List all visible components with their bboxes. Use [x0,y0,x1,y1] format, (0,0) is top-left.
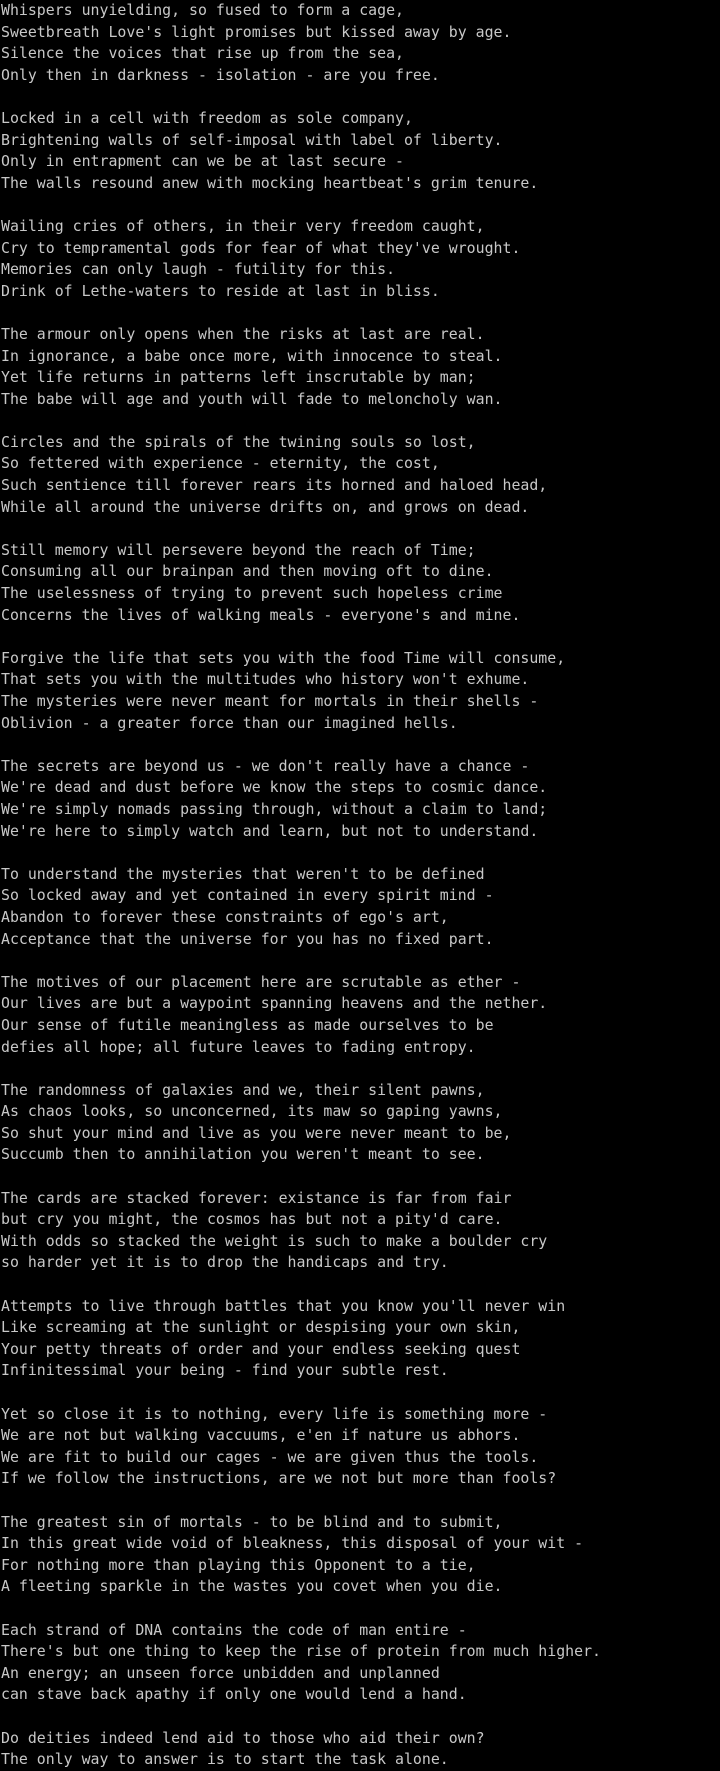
poem-stanza [0,972,714,1058]
poem-line: While all around the universe drifts on, and grows on dead. [0,497,530,516]
poem-line: The armour only opens when the risks at last are real. [0,324,485,343]
poem-stanza [0,1404,714,1490]
poem-line: Locked in a cell with freedom as sole company, [0,108,413,127]
poem-line: Infinitessimal your being - find your subtle rest. [0,1361,449,1380]
poem-stanza [0,540,714,626]
poem-stanza [0,432,714,518]
poem-stanza [0,216,714,302]
poem-stanza [0,648,714,734]
poem-stanza [0,1728,714,1771]
poem-line: Yet so close it is to nothing, every life is something more - [0,1404,548,1423]
poem-line: In this great wide void of bleakness, this disposal of your wit - [0,1534,584,1553]
poem-line: Our lives are but a waypoint spanning heavens and the nether. [0,994,548,1013]
poem-line: Oblivion - a greater force than our imagined hells. [0,713,458,732]
poem-stanza [0,864,714,950]
poem-line: Sweetbreath Love's light promises but kissed away by age. [0,22,512,41]
poem-stanza [0,1188,714,1274]
poem-stanza [0,1296,714,1382]
poem-line: So locked away and yet contained in every spirit mind - [0,886,494,905]
poem-stanza [0,1080,714,1166]
poem-line: As chaos looks, so unconcerned, its maw so gaping yawns, [0,1102,503,1121]
poem-line: Circles and the spirals of the twining souls so lost, [0,432,476,451]
poem-line: Brightening walls of self-imposal with label of liberty. [0,130,503,149]
poem-stanza [0,324,714,410]
poem-line: Do deities indeed lend aid to those who aid their own? [0,1728,485,1747]
poem-line: There's but one thing to keep the rise of protein from much higher. [0,1642,601,1661]
poem-line: The randomness of galaxies and we, their silent pawns, [0,1080,485,1099]
poem-line: So fettered with experience - eternity, the cost, [0,454,440,473]
poem-line: The uselessness of trying to prevent such hopeless crime [0,584,503,603]
poem-line: Forgive the life that sets you with the food Time will consume, [0,648,566,667]
poem-line: The mysteries were never meant for mortals in their shells - [0,692,539,710]
poem-line: That sets you with the multitudes who history won't exhume. [0,670,530,689]
poem-line: The only way to answer is to start the task alone. [0,1750,449,1769]
poem-line: but cry you might, the cosmos has but not a pity'd care. [0,1210,503,1229]
poem-line: A fleeting sparkle in the wastes you covet when you die. [0,1577,503,1596]
poem-line: Concerns the lives of walking meals - everyone's and mine. [0,605,521,624]
poem-stanza [0,0,714,86]
poem-line: The motives of our placement here are scrutable as ether - [0,972,521,991]
poem-line: Acceptance that the universe for you has no fixed part. [0,929,494,948]
poem-stanza [0,1512,714,1598]
poem-line: defies all hope; all future leaves to fading entropy. [0,1037,476,1056]
poem-line: Our sense of futile meaningless as made ourselves to be [0,1015,494,1034]
poem-line: so harder yet it is to drop the handicaps and try. [0,1253,449,1272]
poem-line: The walls resound anew with mocking heartbeat's grim tenure. [0,173,539,192]
poem-line: Only then in darkness - isolation - are you free. [0,65,440,84]
poem-line: Silence the voices that rise up from the sea, [0,44,404,63]
poem-stanza [0,756,714,842]
poem-stanza [0,1620,714,1706]
poem-line: We are fit to build our cages - we are given thus the tools. [0,1447,539,1466]
poem-line: We are not but walking vaccuums, e'en if nature us abhors. [0,1426,521,1445]
poem-line: To understand the mysteries that weren't to be defined [0,864,485,883]
poem-line: Consuming all our brainpan and then moving oft to dine. [0,562,494,581]
poem-line: Succumb then to annihilation you weren't meant to see. [0,1145,485,1164]
poem-line: can stave back apathy if only one would lend a hand. [0,1685,467,1704]
poem-line: If we follow the instructions, are we not but more than fools? [0,1469,557,1488]
poem-line: The secrets are beyond us - we don't really have a chance - [0,756,530,775]
poem-line: Each strand of DNA contains the code of man entire - [0,1620,467,1639]
poem-line: The greatest sin of mortals - to be blind and to submit, [0,1512,503,1531]
poem-line: The cards are stacked forever: existance is far from fair [0,1188,512,1207]
poem-line: The babe will age and youth will fade to meloncholy wan. [0,389,503,408]
poem-stanza [0,108,714,194]
poem-line: Attempts to live through battles that you know you'll never win [0,1296,566,1315]
poem-line: We're simply nomads passing through, without a claim to land; [0,799,548,818]
poem-line: Like screaming at the sunlight or despising your own skin, [0,1318,521,1337]
poem-line: Abandon to forever these constraints of ego's art, [0,907,449,926]
poem-line: In ignorance, a babe once more, with innocence to steal. [0,346,503,365]
poem-line: Drink of Lethe-waters to reside at last in bliss. [0,281,440,300]
poem-line: We're here to simply watch and learn, but not to understand. [0,821,539,840]
poem-line: So shut your mind and live as you were never meant to be, [0,1123,512,1142]
poem-line: Your petty threats of order and your endless seeking quest [0,1339,521,1358]
poem-line: Whispers unyielding, so fused to form a cage, [0,1,404,19]
poem-line: Memories can only laugh - futility for this. [0,260,396,279]
poem-line: Such sentience till forever rears its horned and haloed head, [0,476,548,495]
poem-line: Yet life returns in patterns left inscrutable by man; [0,368,476,387]
poem-line: With odds so stacked the weight is such to make a boulder cry [0,1231,548,1250]
poem-line: Only in entrapment can we be at last secure - [0,152,404,171]
poem-line: For nothing more than playing this Opponent to a tie, [0,1555,476,1574]
poem-line: We're dead and dust before we know the steps to cosmic dance. [0,778,548,797]
poem-line: Cry to tempramental gods for fear of what they've wrought. [0,238,521,257]
poem-line: Wailing cries of others, in their very freedom caught, [0,216,485,235]
poem-line: Still memory will persevere beyond the reach of Time; [0,540,476,559]
poem-line: An energy; an unseen force unbidden and unplanned [0,1663,440,1682]
